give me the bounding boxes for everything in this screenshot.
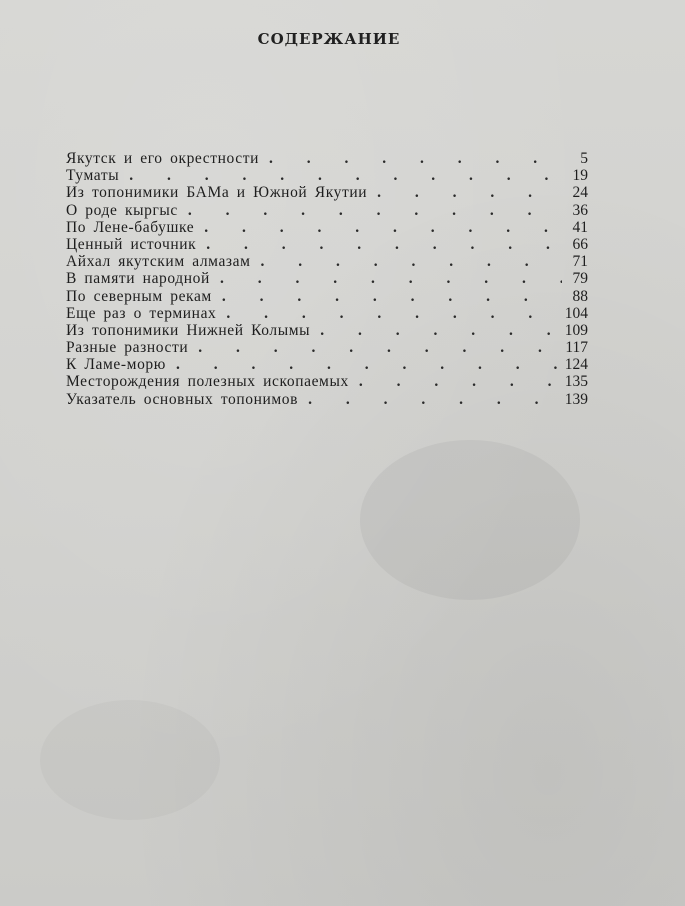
- toc-entry-page: 139: [564, 390, 588, 408]
- toc-entry-page: 135: [564, 373, 588, 391]
- toc-entry-title: Из топонимики Нижней Колымы: [66, 321, 311, 339]
- dot-leader: [198, 339, 561, 356]
- table-of-contents: [66, 150, 588, 408]
- toc-entry-title: Айхал якутским алмазам: [66, 253, 251, 271]
- toc-entry: [66, 150, 588, 167]
- toc-entry-title: Ценный источник: [66, 235, 197, 253]
- toc-entry-page: 36: [572, 201, 588, 219]
- toc-entry-title: Месторождения полезных ископаемых: [66, 373, 349, 391]
- toc-entry-page: 109: [564, 321, 588, 339]
- toc-entry-page: 104: [564, 304, 588, 322]
- toc-entry: [66, 202, 588, 219]
- dot-leader: [176, 356, 561, 373]
- dot-leader: [308, 391, 561, 408]
- toc-entry-page: 66: [572, 235, 588, 253]
- dot-leader: [261, 253, 562, 270]
- toc-entry-page: 41: [572, 218, 588, 236]
- toc-entry: [66, 288, 588, 305]
- toc-entry-page: 24: [572, 184, 588, 202]
- toc-entry: [66, 184, 588, 201]
- toc-entry-page: 124: [564, 356, 588, 374]
- dot-leader: [377, 184, 562, 201]
- toc-entry: [66, 236, 588, 253]
- toc-entry-title: Еще раз о терминах: [66, 304, 217, 322]
- toc-entry-title: В памяти народной: [66, 270, 210, 288]
- dot-leader: [204, 219, 562, 236]
- dot-leader: [269, 150, 562, 167]
- toc-entry: [66, 322, 588, 339]
- toc-entry-title: Указатель основных топонимов: [66, 390, 299, 408]
- toc-entry: [66, 339, 588, 356]
- toc-entry: [66, 356, 588, 373]
- toc-entry-title: Якутск и его окрестности: [66, 150, 260, 167]
- toc-entry-page: 117: [565, 339, 588, 357]
- dot-leader: [188, 202, 562, 219]
- dot-leader: [359, 373, 561, 390]
- toc-entry-title: К Ламе-морю: [66, 356, 166, 374]
- dot-leader: [220, 270, 562, 287]
- toc-entry-title: Туматы: [66, 167, 120, 185]
- toc-entry-page: 88: [572, 287, 588, 305]
- toc-entry-title: О роде кыргыс: [66, 201, 178, 219]
- dot-leader: [320, 322, 561, 339]
- dot-leader: [129, 167, 562, 184]
- toc-entry: [66, 270, 588, 287]
- toc-entry-page: 79: [572, 270, 588, 288]
- toc-entry-page: 19: [572, 167, 588, 185]
- paper-stain: [40, 700, 220, 820]
- toc-entry: [66, 219, 588, 236]
- toc-entry-title: По северным рекам: [66, 287, 212, 305]
- paper-stain: [360, 440, 580, 600]
- toc-entry-title: Из топонимики БАМа и Южной Якутии: [66, 184, 368, 202]
- toc-entry: [66, 391, 588, 408]
- toc-entry: [66, 253, 588, 270]
- toc-entry-title: По Лене-бабушке: [66, 218, 195, 236]
- toc-entry-page: 71: [572, 253, 588, 271]
- dot-leader: [222, 288, 562, 305]
- dot-leader: [226, 305, 560, 322]
- toc-entry-title: Разные разности: [66, 339, 189, 357]
- toc-entry: [66, 167, 588, 184]
- toc-entry-page: 5: [580, 150, 588, 167]
- page-title: СОДЕРЖАНИЕ: [257, 30, 401, 48]
- toc-entry: [66, 373, 588, 390]
- dot-leader: [206, 236, 562, 253]
- toc-entry: [66, 305, 588, 322]
